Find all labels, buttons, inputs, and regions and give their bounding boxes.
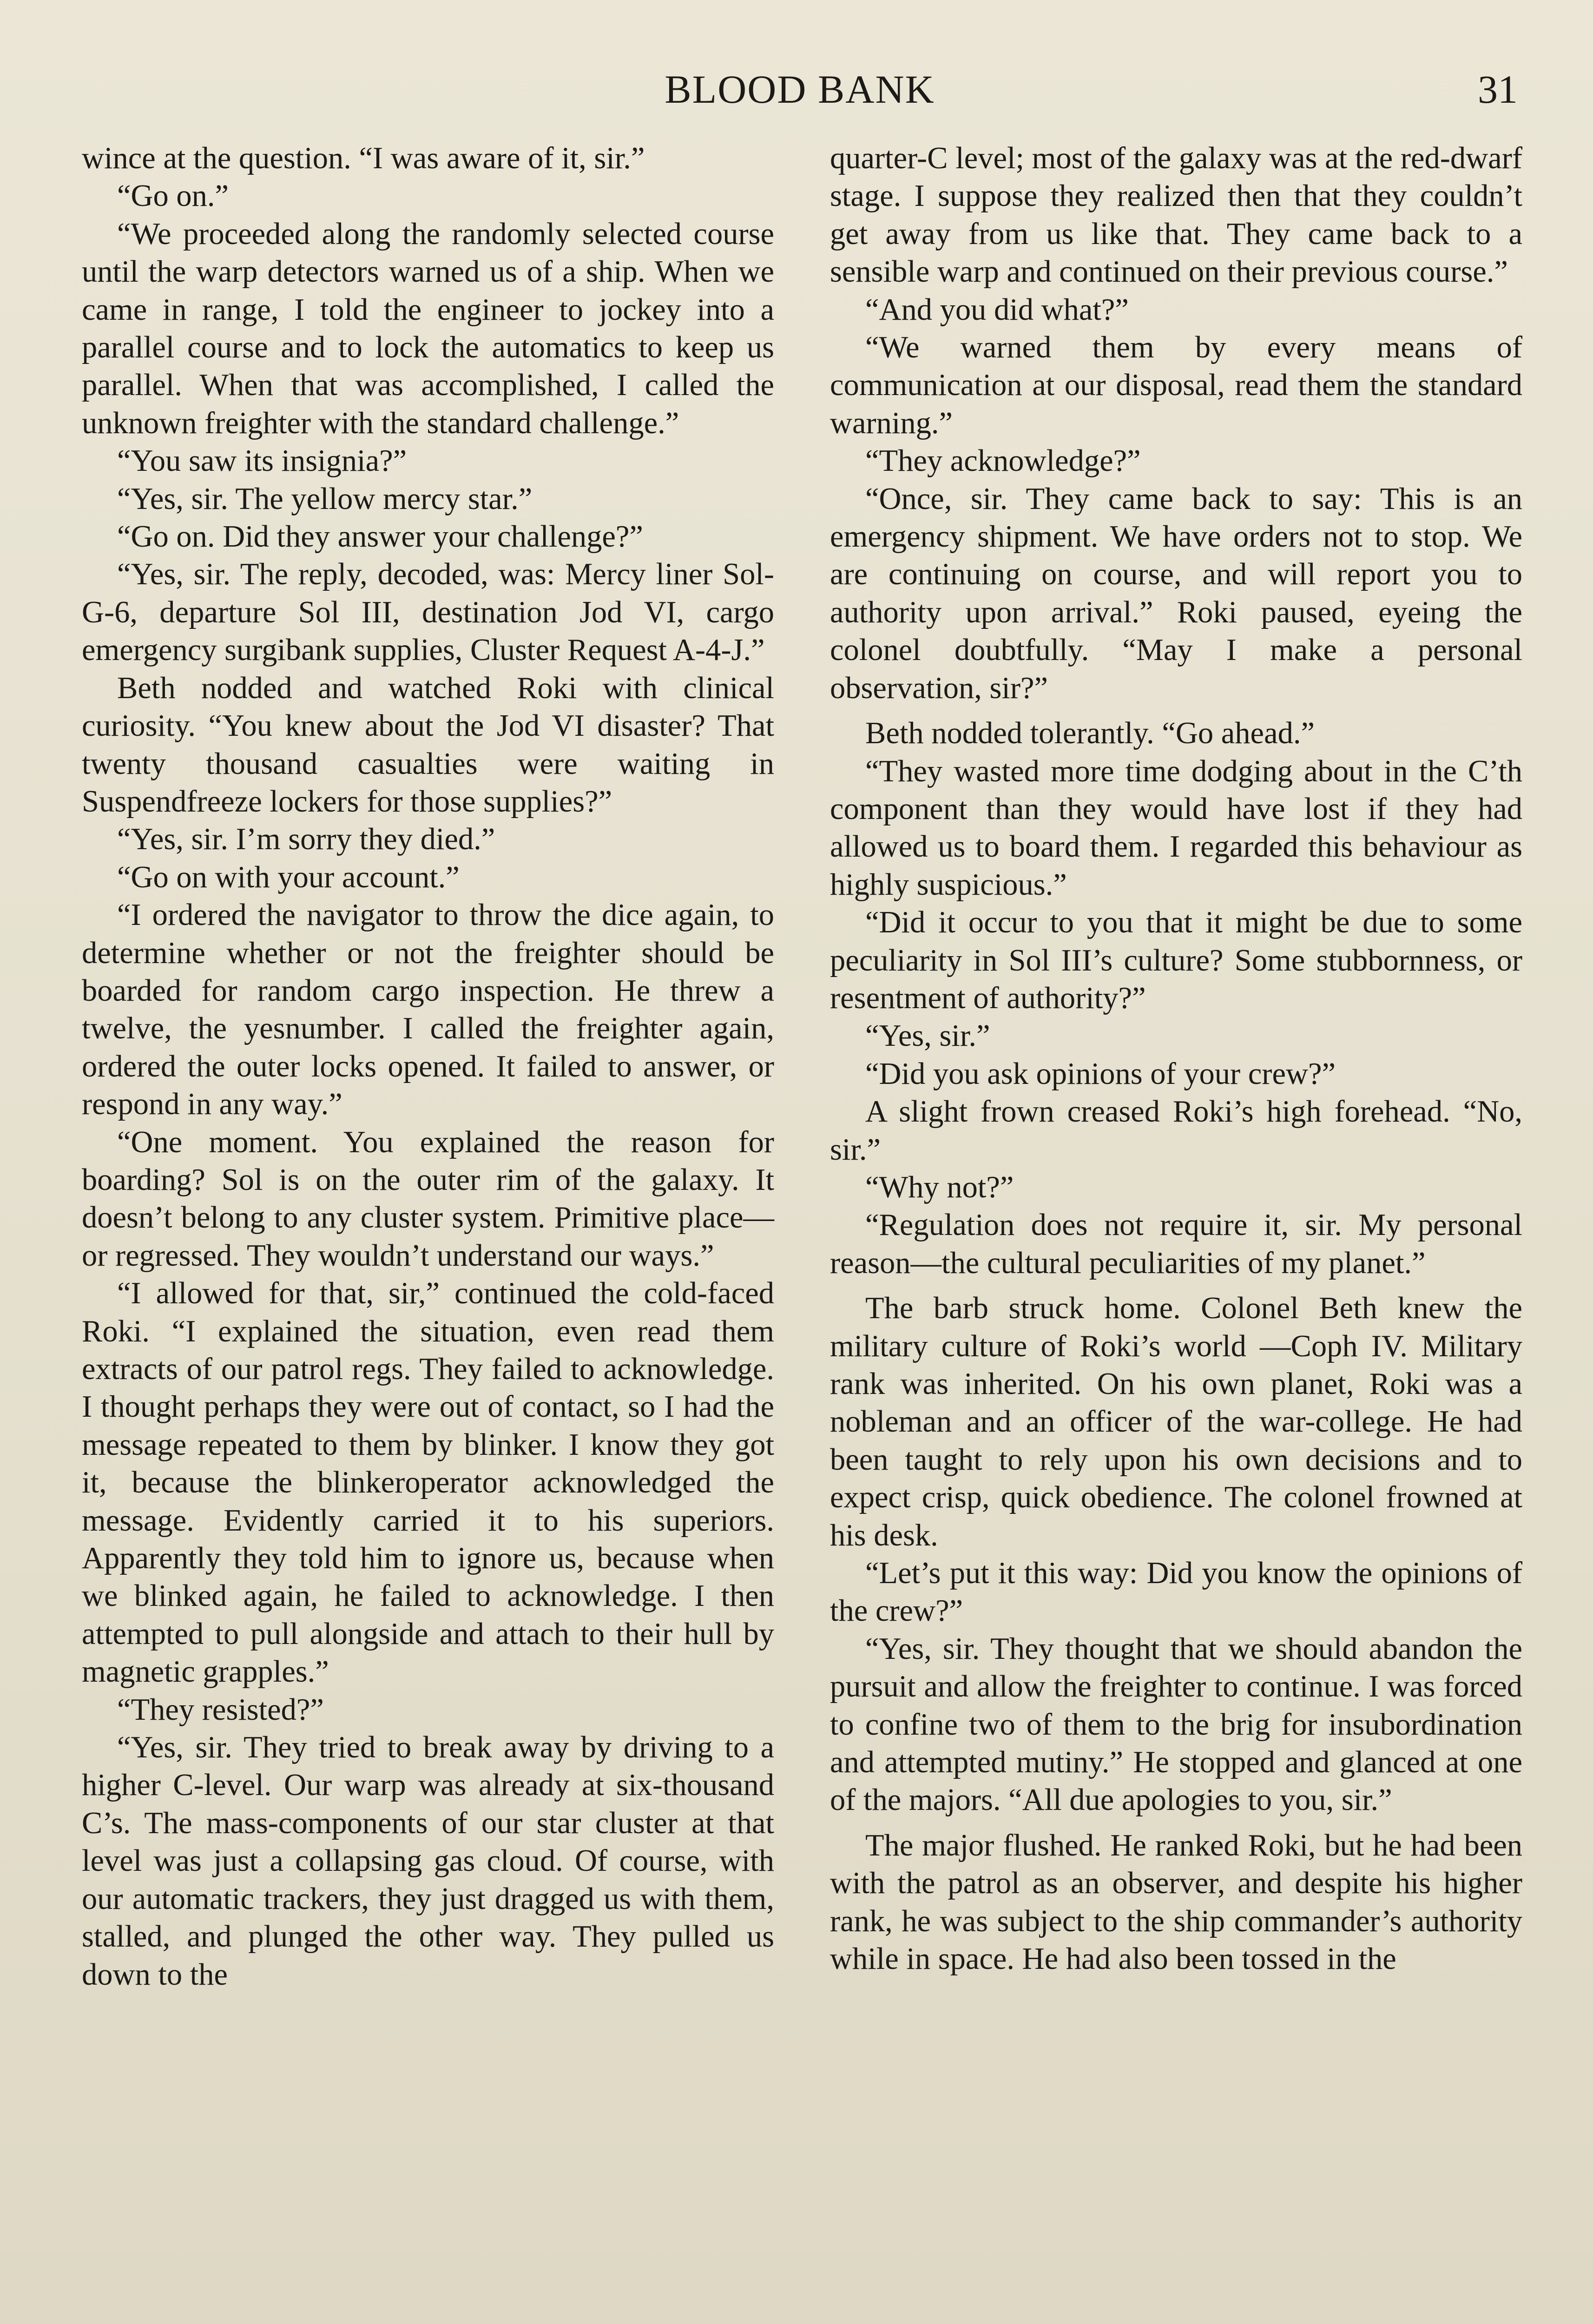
paragraph: “Did it occur to you that it might be due to some peculiarity in Sol III’s culture? Some stubbornness, or resentment of authority?” xyxy=(830,905,1522,1015)
paragraph: “Yes, sir. The yellow mercy star.” xyxy=(117,482,533,516)
paragraph: “They resisted?” xyxy=(117,1692,324,1727)
paragraph: quarter-C level; most of the galaxy was at the red-dwarf stage. I suppose they realized then that they couldn’t get away from us like that. They came back to a sensible warp and continued on their previous course.” xyxy=(830,141,1522,289)
paragraph: “They acknowledge?” xyxy=(865,444,1141,478)
paragraph: “Once, sir. They came back to say: This is an emergency shipment. We have orders not to stop. We are continuing on course, and will report you to authority upon arrival.” Roki paused, eyeing the colonel doubtfully. “May I make a personal observation, sir?” xyxy=(830,482,1522,705)
paragraph: “I allowed for that, sir,” continued the cold-faced Roki. “I explained the situation, even read them extracts of our patrol regs. They failed to acknowledge. I thought perhaps they were out of contact, so I had the message repeated to them by blinker. I know they got it, because the blinkeroperator acknowledged the message. Evidently carried it to his superiors. Apparently they told him to ignore us, because when we blinked again, he failed to acknowledge. I then attempted to pull alongside and attach to their hull by magnetic grapples.” xyxy=(82,1276,774,1689)
paragraph: “Go on with your account.” xyxy=(117,860,460,894)
paragraph: “I ordered the navigator to throw the dice again, to determine whether or not the freighter should be boarded for random cargo inspection. He threw a twelve, the yesnumber. I called the freighter again, ordered the outer locks opened. It failed to answer, or respond in any way.” xyxy=(82,898,774,1122)
paragraph: “Yes, sir.” xyxy=(865,1019,990,1053)
paragraph: “Yes, sir. They tried to break away by driving to a higher C-level. Our warp was already at six-thousand C’s. The mass-components of our star cluster at that level was just a collapsing gas cloud. Of course, with our automatic trackers, they just dragged us with them, stalled, and plunged the other way. They pulled us down to the xyxy=(82,1730,774,1992)
left-column xyxy=(82,139,774,2324)
paragraph: “One moment. You explained the reason for boarding? Sol is on the outer rim of the galaxy. It doesn’t belong to any cluster system. Primitive place—or regressed. They wouldn’t understand our ways.” xyxy=(82,1125,774,1273)
paragraph: wince at the question. “I was aware of it, sir.” xyxy=(82,141,645,175)
paragraph: “And you did what?” xyxy=(865,292,1129,327)
paragraph: “They wasted more time dodging about in the C’th component than they would have lost if they had allowed us to board them. I regarded this behaviour as highly suspicious.” xyxy=(830,754,1522,902)
paragraph: “Did you ask opinions of your crew?” xyxy=(865,1056,1336,1091)
paragraph: Beth nodded and watched Roki with clinical curiosity. “You knew about the Jod VI disaster? That twenty thousand casualties were waiting in Suspendfreeze lockers for those supplies?” xyxy=(82,671,774,819)
paragraph: “You saw its insignia?” xyxy=(117,444,407,478)
paragraph: “Yes, sir. The reply, decoded, was: Mercy liner Sol-G-6, departure Sol III, destination Jod VI, cargo emergency surgibank supplies, Cluster Request A-4-J.” xyxy=(82,557,774,667)
paragraph: “Go on.” xyxy=(117,179,229,213)
paragraph: The major flushed. He ranked Roki, but he had been with the patrol as an observer, and despite his higher rank, he was subject to the ship commander’s authority while in space. He had also been tossed in the xyxy=(830,1828,1522,1976)
paragraph: “Why not?” xyxy=(865,1170,1014,1204)
paragraph: “We proceeded along the randomly selected course until the warp detectors warned us of a ship. When we came in range, I told the engineer to jockey into a parallel course and to lock the automatics to keep us parallel. When that was accomplished, I called the unknown freighter with the standard challenge.” xyxy=(82,217,774,440)
paragraph: Beth nodded tolerantly. “Go ahead.” xyxy=(865,716,1315,751)
right-column xyxy=(830,139,1522,2324)
paragraph: “We warned them by every means of communication at our disposal, read them the standard warning.” xyxy=(830,330,1522,440)
running-title: BLOOD BANK xyxy=(665,67,935,112)
paragraph: The barb struck home. Colonel Beth knew the military culture of Roki’s world —Coph IV. Military rank was inherited. On his own planet, Roki was a nobleman and an officer of the war-college. He had been taught to rely upon his own decisions and to expect crisp, quick obedience. The colonel frowned at his desk. xyxy=(830,1291,1522,1552)
paragraph: “Yes, sir. I’m sorry they died.” xyxy=(117,822,495,857)
paragraph: “Yes, sir. They thought that we should abandon the pursuit and allow the freighter to continue. I was forced to confine two of them to the brig for insubordination and attempted mutiny.” He stopped and glanced at one of the majors. “All due apologies to you, sir.” xyxy=(830,1631,1522,1817)
running-header xyxy=(82,56,1518,116)
paragraph: “Let’s put it this way: Did you know the opinions of the crew?” xyxy=(830,1556,1522,1628)
page-number: 31 xyxy=(1478,67,1518,112)
paragraph: A slight frown creased Roki’s high forehead. “No, sir.” xyxy=(830,1095,1522,1167)
paragraph: “Go on. Did they answer your challenge?” xyxy=(117,520,643,554)
paragraph: “Regulation does not require it, sir. My personal reason—the cultural peculiarities of my planet.” xyxy=(830,1208,1522,1280)
